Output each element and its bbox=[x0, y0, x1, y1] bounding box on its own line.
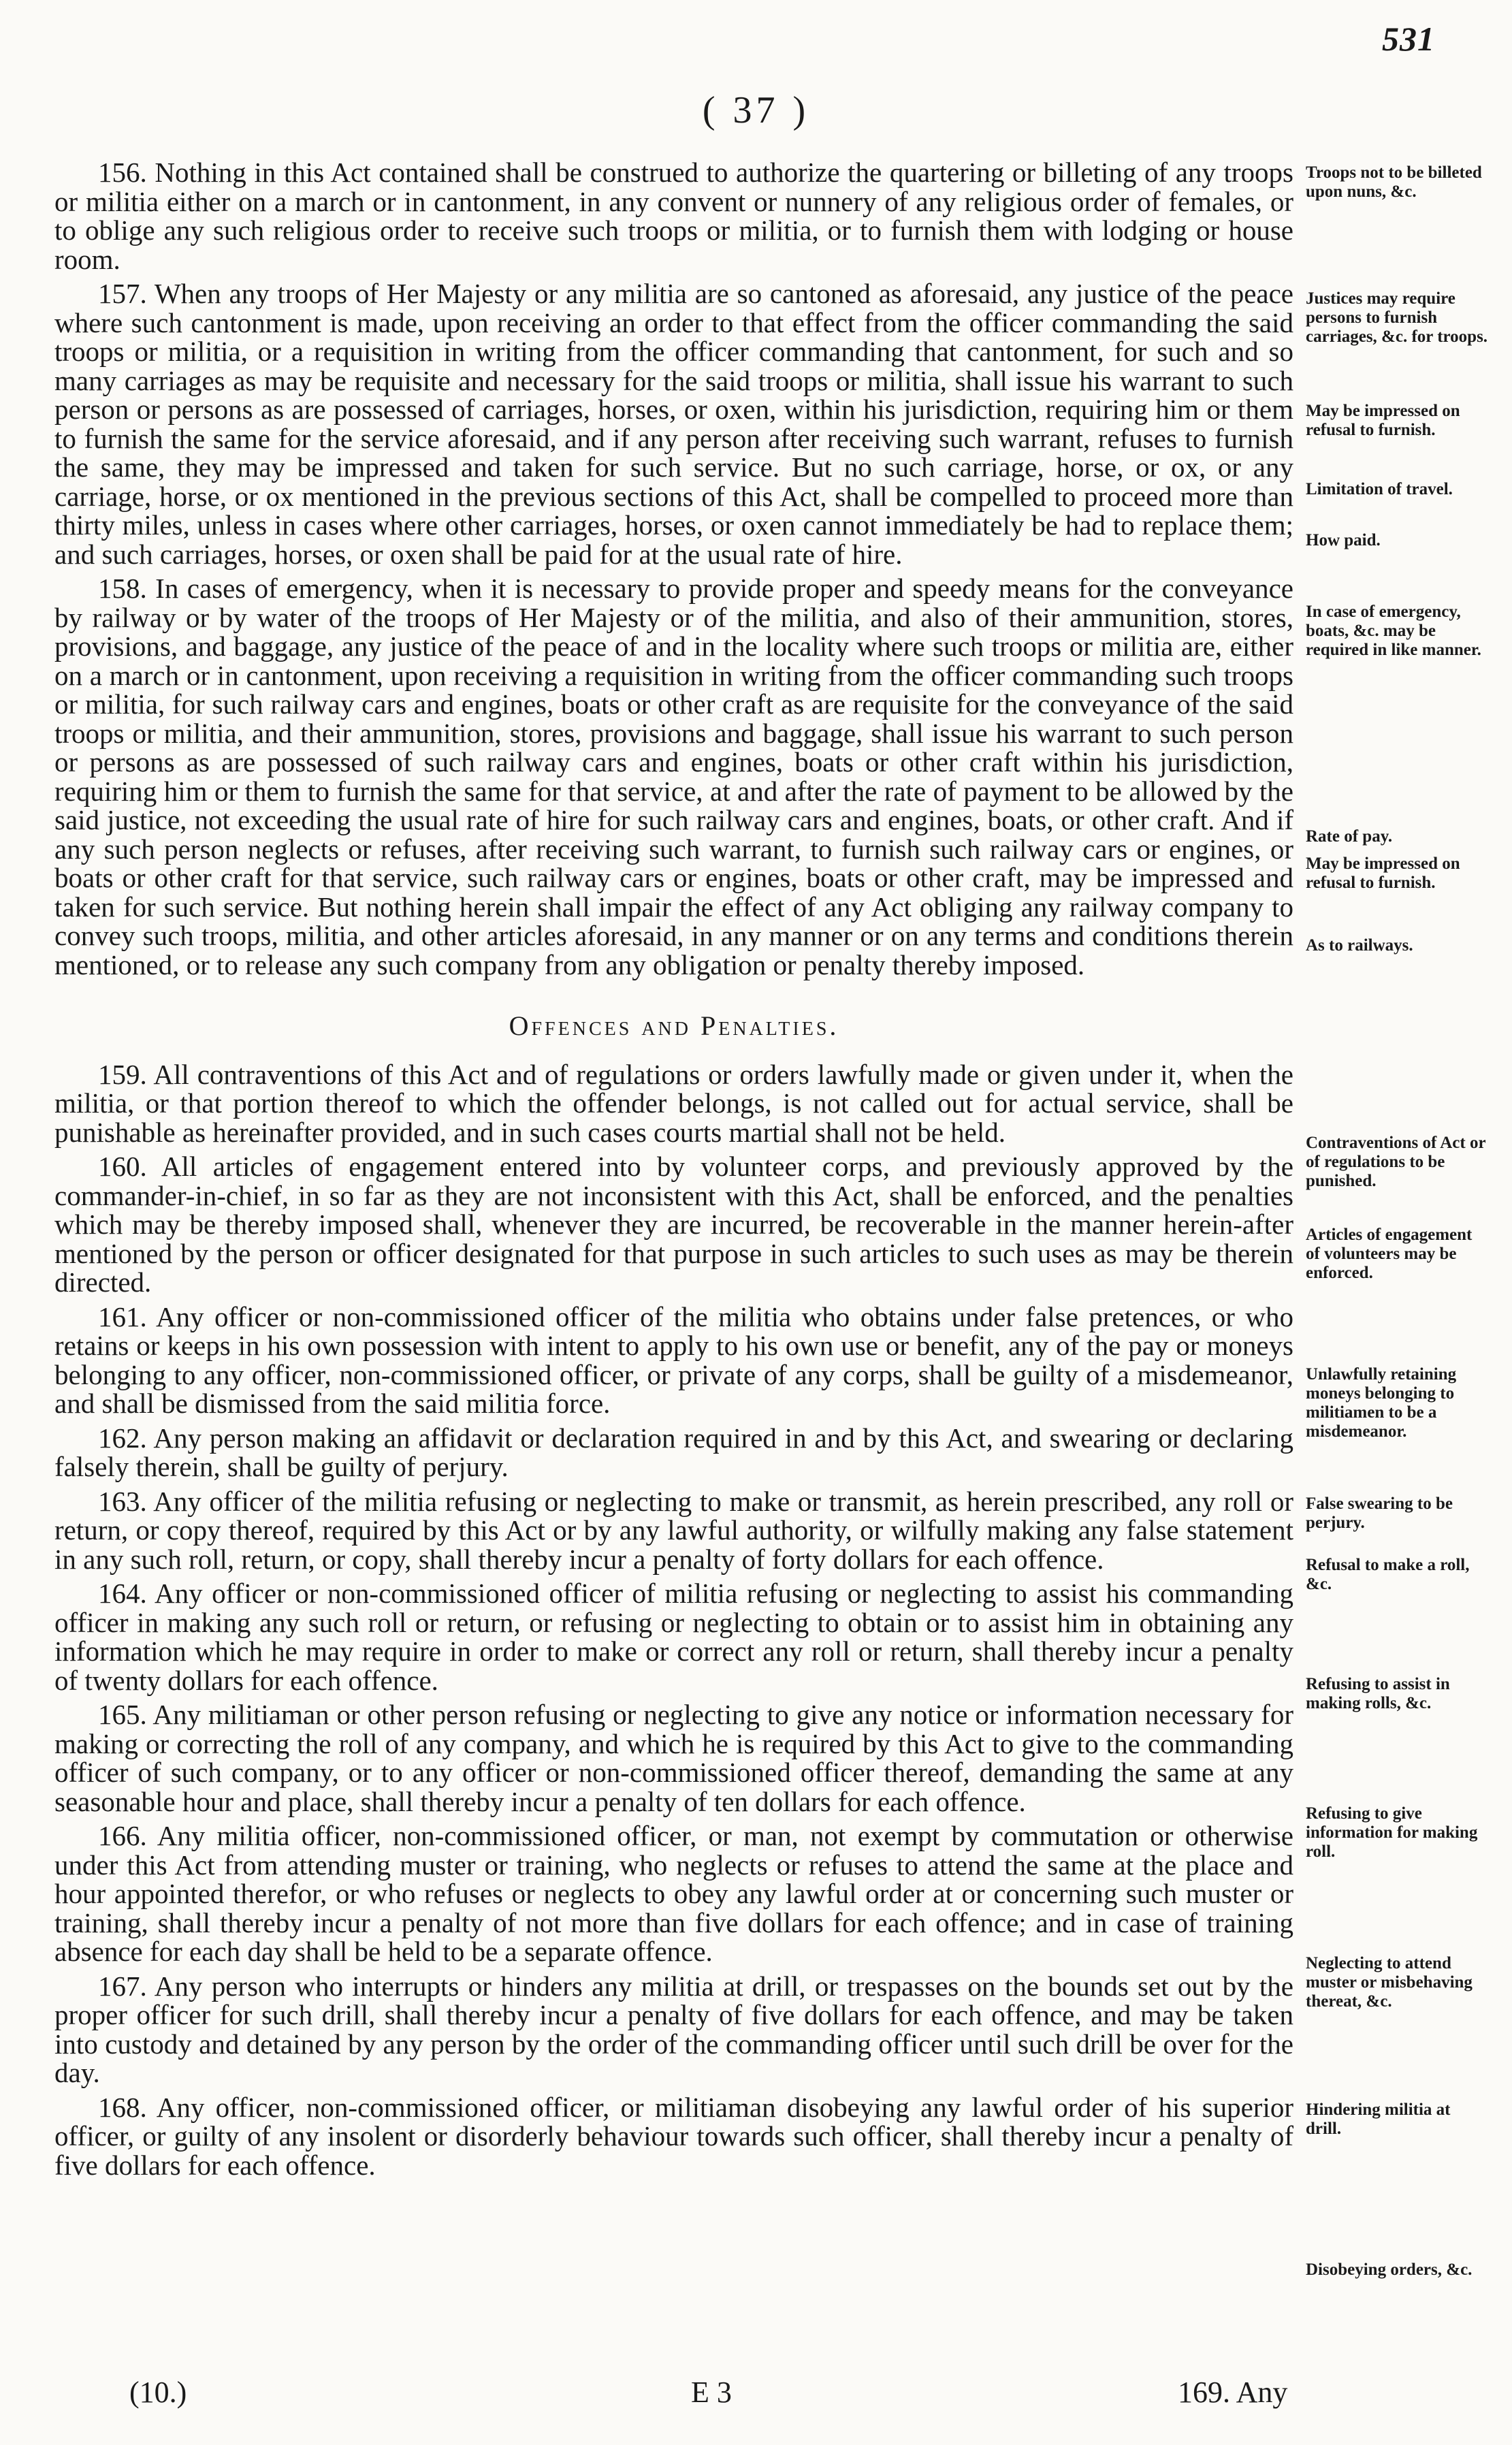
margin-note-160: Articles of engagement of volunteers may be enforced. bbox=[1306, 1226, 1473, 1282]
section-164: 164. Any officer or non-commissioned officer of militia refusing or neglecting to assist his commanding officer in making any such roll or return, or refusing or neglecting to obtain or to assist him in obtaining any information which he may require in order to make or correct any roll or return, shall thereby incur a penalty of twenty dollars for each offence. bbox=[54, 1578, 1293, 1696]
margin-note-161: Unlawfully retaining moneys belonging to militiamen to be a misdemeanor. bbox=[1306, 1365, 1457, 1441]
section-162: 162. Any person making an affidavit or declaration required in and by this Act, and swearing or declaring falsely therein, shall be guilty of perjury. bbox=[54, 1422, 1293, 1482]
footer-signature: E 3 bbox=[691, 2376, 732, 2409]
section-heading: Offences and Penalties. bbox=[509, 1010, 839, 1041]
margin-note-166: Neglecting to attend muster or misbehaving thereat, &c. bbox=[1306, 1954, 1473, 2011]
margin-note-157c: Limitation of travel. bbox=[1306, 480, 1453, 498]
section-156: 156. Nothing in this Act contained shall be construed to authorize the quartering or billeting of any troops or militia either on a march or in cantonment, in any convent or nunnery of any religious order of females, or to oblige any such religious order to receive such troops or militia, or to furnish them with lodging or house room. bbox=[54, 157, 1293, 275]
margin-note-158b: Rate of pay. bbox=[1306, 827, 1393, 846]
margin-note-156: Troops not to be billeted upon nuns, &c. bbox=[1306, 163, 1482, 201]
margin-note-157d: How paid. bbox=[1306, 531, 1381, 549]
section-160: 160. All articles of engagement entered into by volunteer corps, and previously approved by the commander-in-chief, in so far as they are not inconsistent with this Act, shall be enforced, and the penalties which may be thereby imposed shall, whenever they are incurred, be recoverable in the manner herein-after mentioned by the person or officer designated for that purpose in such articles to such uses as may be therein directed. bbox=[54, 1151, 1293, 1298]
section-158: 158. In cases of emergency, when it is necessary to provide proper and speedy means for the conveyance by railway or by water of the troops of Her Majesty or of the militia, and also of their ammunition, stores, provisions, and baggage, any justice of the peace of and in the locality where such troops or militia are, either on a march or in cantonment, upon receiving a requisition in writing from the officer commanding such troops or militia, for such railway cars and engines, boats or other craft as are requisite for the conveyance of the said troops or militia, and their ammunition, stores, provisions and baggage, shall issue his warrant to such person or persons as are possessed of such railway cars and engines, boats or other craft within his jurisdiction, requiring him or them to furnish the same for that service, at and after the rate of payment to be allowed by the said justice, not exceeding the usual rate of hire for such railway cars and engines, boats, or other craft. And if any such person neglects or refuses, after receiving such warrant, to furnish such railway cars or engines, or boats or other craft for that service, such railway cars or engines, boats or other craft, may be impressed and taken for such service. But nothing herein shall impair the effect of any Act obliging any railway company to convey such troops, militia, and other articles aforesaid, in any manner or on any terms and conditions therein mentioned, or to release any such company from any obligation or penalty thereby imposed. bbox=[54, 573, 1293, 980]
footer-left: (10.) bbox=[129, 2376, 187, 2409]
section-168: 168. Any officer, non-commissioned officer, or militiaman disobeying any lawful order of his superior officer, or guilty of any insolent or disorderly behaviour towards such officer, shall thereby incur a penalty of five dollars for each offence. bbox=[54, 2091, 1293, 2181]
margin-note-157b: May be impressed on refusal to furnish. bbox=[1306, 402, 1460, 439]
section-157: 157. When any troops of Her Majesty or any militia are so cantoned as aforesaid, any justice of the peace where such cantonment is made, upon receiving an order to that effect from the officer commanding the said troops or militia, or a requisition in writing from the officer commanding that cantonment, for such and so many carriages as may be requisite and necessary for the said troops or militia, shall issue his warrant to such person or persons as are possessed of carriages, horses, or oxen, within his jurisdiction, requiring him or them to furnish the same for the service aforesaid, and if any person after receiving such warrant, refuses to furnish the same, they may be impressed and taken for such service. But no such carriage, horse, or ox, or any carriage, horse, or ox mentioned in the previous sections of this Act, shall be compelled to proceed more than thirty miles, unless in cases where other carriages, horses, or oxen cannot immediately be had to replace them; and such carriages, horses, or oxen shall be paid for at the usual rate of hire. bbox=[54, 278, 1293, 570]
footer-catchword: 169. Any bbox=[1178, 2376, 1288, 2409]
margin-note-164: Refusing to assist in making rolls, &c. bbox=[1306, 1675, 1450, 1712]
margin-note-168: Disobeying orders, &c. bbox=[1306, 2260, 1473, 2279]
page-number-corner: 531 bbox=[1382, 20, 1435, 58]
margin-note-167: Hindering militia at drill. bbox=[1306, 2100, 1451, 2138]
margin-note-165: Refusing to give information for making roll. bbox=[1306, 1804, 1478, 1861]
margin-note-159: Contraventions of Act or of regulations to be punished. bbox=[1306, 1134, 1486, 1190]
margin-note-158c: May be impressed on refusal to furnish. bbox=[1306, 854, 1460, 892]
margin-note-158d: As to railways. bbox=[1306, 936, 1413, 955]
page-footer bbox=[0, 2375, 1512, 2416]
section-166: 166. Any militia officer, non-commissioned officer, or man, not exempt by commutation or otherwise under this Act from attending muster or training, who neglects or refuses to attend the same at the place and hour appointed therefor, or who refuses or neglects to obey any lawful order at or concerning such muster or training, shall thereby incur a penalty of not more than five dollars for each offence; and in case of training absence for each day shall be held to be a separate offence. bbox=[54, 1820, 1293, 1967]
margin-note-163: Refusal to make a roll, &c. bbox=[1306, 1556, 1470, 1593]
section-163: 163. Any officer of the militia refusing or neglecting to make or transmit, as herein prescribed, any roll or return, or copy thereof, required by this Act or by any lawful authority, or wilfully making any false statement in any such roll, return, or copy, shall thereby incur a penalty of forty dollars for each offence. bbox=[54, 1485, 1293, 1575]
section-165: 165. Any militiaman or other person refusing or neglecting to give any notice or information necessary for making or correcting the roll of any company, and which he is required by this Act to give to the commanding officer of such company, or to any officer or non-commissioned officer thereof, demanding the same at any seasonable hour and place, shall thereby incur a penalty of ten dollars for each offence. bbox=[54, 1699, 1293, 1817]
section-161: 161. Any officer or non-commissioned officer of the militia who obtains under false pretences, or who retains or keeps in his own possession with intent to apply to his own use or benefit, any of the pay or moneys belonging to any officer, non-commissioned officer, or private of any corps, shall be guilty of a misdemeanor, and shall be dismissed from the said militia force. bbox=[54, 1300, 1293, 1419]
margin-note-157a: Justices may require persons to furnish carriages, &c. for troops. bbox=[1306, 289, 1488, 346]
body-column bbox=[54, 158, 1293, 2185]
section-167: 167. Any person who interrupts or hinders any militia at drill, or trespasses on the bounds set out by the proper officer for such drill, shall thereby incur a penalty of five dollars for each offence, and may be taken into custody and detained by any person by the order of the commanding officer until such drill be over for the day. bbox=[54, 1970, 1293, 2088]
section-159: 159. All contraventions of this Act and of regulations or orders lawfully made or given under it, when the militia, or that portion thereof to which the offender belongs, is not called out for actual service, shall be punishable as hereinafter provided, and in such cases courts martial shall not be held. bbox=[54, 1058, 1293, 1148]
margin-note-162: False swearing to be perjury. bbox=[1306, 1495, 1453, 1532]
page-header: ( 37 ) bbox=[702, 89, 810, 131]
margin-note-158a: In case of emergency, boats, &c. may be required in like manner. bbox=[1306, 603, 1481, 659]
